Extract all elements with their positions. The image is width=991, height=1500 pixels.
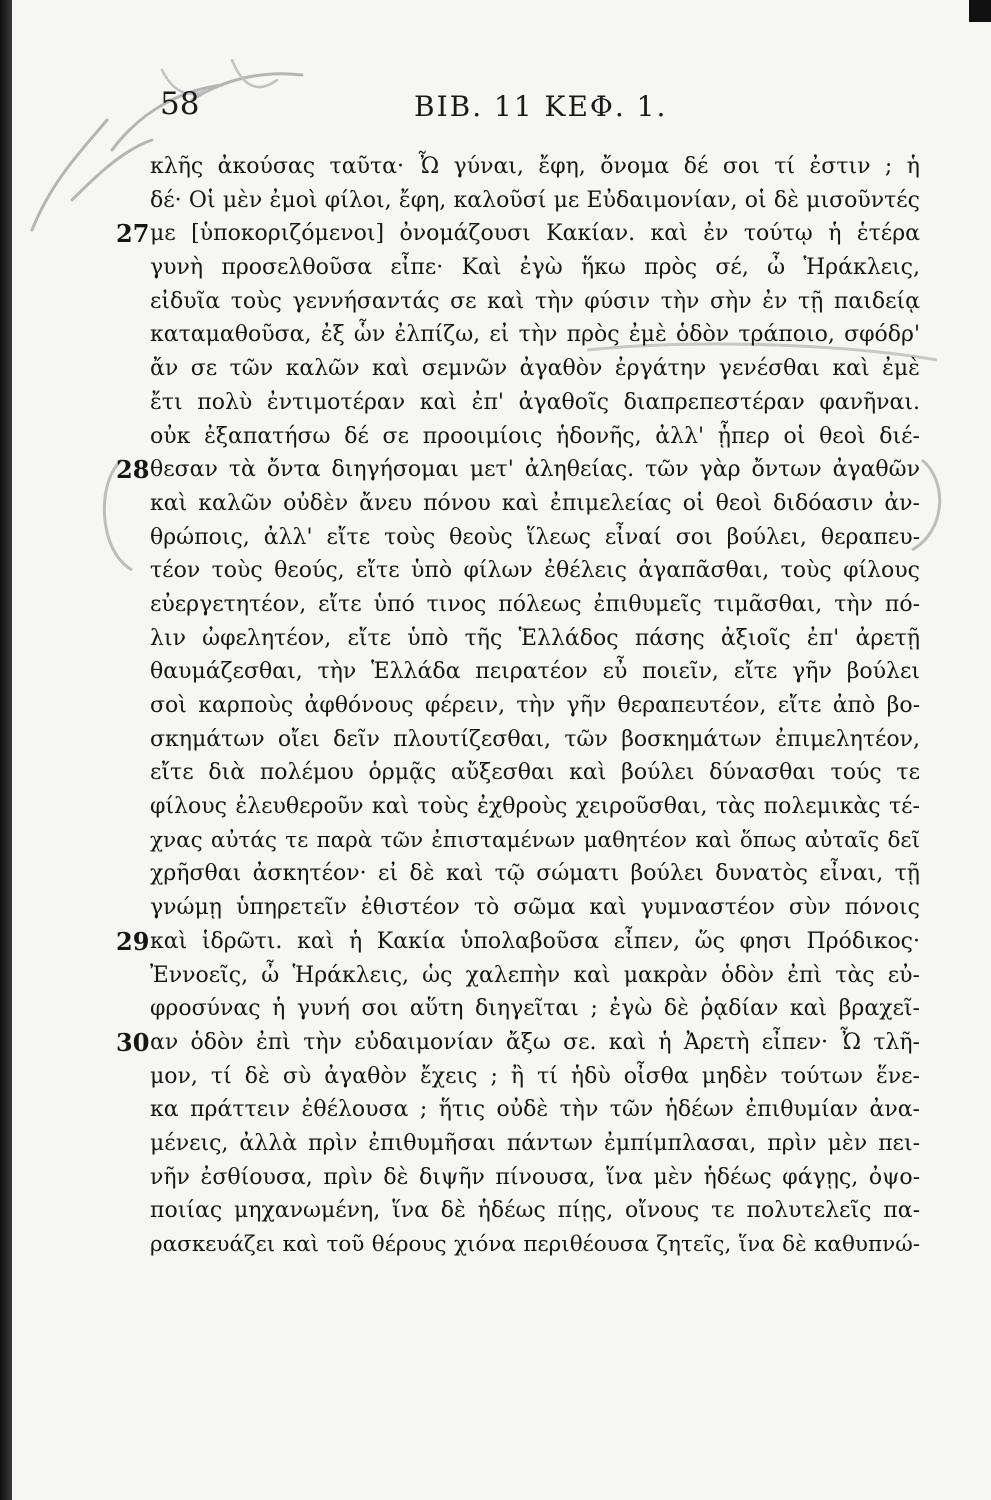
line-text: νῆν ἐσθίουσα, πρὶν δὲ διψῆν πίνουσα, ἵνα μὲν ἡδέως φάγῃς, ὀψο-: [150, 1164, 920, 1190]
line-text: χρῆσθαι ἀσκητέον· εἰ δὲ καὶ τῷ σώματι βούλει δυνατὸς εἶναι, τῇ: [150, 861, 920, 887]
text-line: [150, 1194, 920, 1228]
text-line: [116, 925, 920, 959]
line-text: καταμαθοῦσα, ἐξ ὧν ἐλπίζω, εἰ τὴν πρὸς ἐμὲ ὁδὸν τράποιο, σφόδρ': [150, 322, 920, 348]
text-line: [150, 622, 920, 656]
line-text: μένεις, ἀλλὰ πρὶν ἐπιθυμῆσαι πάντων ἐμπίμπλασαι, πρὶν μὲν πει-: [150, 1130, 920, 1156]
text-line: [150, 1161, 920, 1195]
line-text: γνώμῃ ὑπηρετεῖν ἐθιστέον τὸ σῶμα καὶ γυμναστέον σὺν πόνοις: [150, 895, 920, 921]
text-line: [150, 150, 920, 184]
line-text: κλῆς ἀκούσας ταῦτα· Ὦ γύναι, ἔφη, ὄνομα δέ σοι τί ἐστιν ; ἡ: [150, 154, 920, 179]
text-line: [150, 1060, 920, 1094]
page-header: [12, 86, 991, 126]
line-text: τέον τοὺς θεούς, εἴτε ὑπὸ φίλων ἐθέλεις ἀγαπᾶσθαι, τοὺς φίλους: [150, 558, 920, 584]
line-text: χνας αὐτάς τε παρὰ τῶν ἐπισταμένων μαθητέον καὶ ὅπως αὐταῖς δεῖ: [150, 827, 920, 853]
text-line: [150, 352, 920, 386]
text-line: [150, 756, 920, 790]
line-text: καὶ καλῶν οὐδὲν ἄνευ πόνου καὶ ἐπιμελείας οἱ θεοὶ διδόασιν ἀν-: [150, 490, 920, 516]
text-line: [150, 386, 920, 420]
line-text: κα πράττειν ἐθέλουσα ; ἥτις οὐδὲ τὴν τῶν ἡδέων ἐπιθυμίαν ἀνα-: [150, 1097, 920, 1123]
line-text: εὐεργετητέον, εἴτε ὑπό τινος πόλεως ἐπιθυμεῖς τιμᾶσθαι, τὴν πό-: [150, 591, 920, 617]
text-line: [150, 521, 920, 555]
line-text: δέ· Οἱ μὲν ἐμοὶ φίλοι, ἔφη, καλοῦσί με Εὐδαιμονίαν, οἱ δὲ μισοῦντές: [150, 187, 920, 213]
line-text: φίλους ἐλευθεροῦν καὶ τοὺς ἐχθροὺς χειροῦσθαι, τὰς πολεμικὰς τέ-: [150, 794, 920, 820]
line-text: ρασκευάζει καὶ τοῦ θέρους χιόνα περιθέουσα ζητεῖς, ἵνα δὲ καθυπνώ-: [150, 1232, 920, 1257]
line-text: Ἐννοεῖς, ὦ Ἡράκλεις, ὡς χαλεπὴν καὶ μακρὰν ὁδὸν ἐπὶ τὰς εὐ-: [150, 962, 920, 988]
line-text: φροσύνας ἡ γυνή σοι αὕτη διηγεῖται ; ἐγὼ δὲ ῥᾳδίαν καὶ βραχεῖ-: [150, 996, 920, 1022]
line-text: σοὶ καρποὺς ἀφθόνους φέρειν, τὴν γῆν θεραπευτέον, εἴτε ἀπὸ βο-: [150, 693, 920, 718]
text-line: [150, 1228, 920, 1262]
text-line: [150, 857, 920, 891]
text-line: [150, 285, 920, 319]
section-number: 28: [116, 455, 150, 485]
line-text: θαυμάζεσθαι, τὴν Ἑλλάδα πειρατέον εὖ ποιεῖν, εἴτε γῆν βούλει: [150, 659, 920, 685]
text-line: [150, 824, 920, 858]
line-text: καὶ ἱδρῶτι. καὶ ἡ Κακία ὑπολαβοῦσα εἶπεν, ὥς φησι Πρόδικος·: [150, 928, 920, 954]
line-text: ἄν σε τῶν καλῶν καὶ σεμνῶν ἀγαθὸν ἐργάτην γενέσθαι καὶ ἐμὲ: [150, 356, 920, 382]
line-text: θρώποις, ἀλλ' εἴτε τοὺς θεοὺς ἵλεως εἶναί σοι βούλει, θεραπευ-: [150, 524, 920, 550]
text-line: [150, 891, 920, 925]
line-text: σκημάτων οἴει δεῖν πλουτίζεσθαι, τῶν βοσκημάτων ἐπιμελητέον,: [150, 726, 920, 752]
book-page: [12, 0, 991, 1500]
section-number: 30: [116, 1027, 150, 1057]
text-line: [150, 184, 920, 218]
body-text: [116, 150, 920, 1262]
text-line: [116, 453, 920, 487]
line-text: ἔτι πολὺ ἐντιμοτέραν καὶ ἐπ' ἀγαθοῖς διαπρεπεστέραν φανῆναι.: [150, 389, 920, 415]
line-text: θεσαν τὰ ὄντα διηγήσομαι μετ' ἀληθείας. τῶν γὰρ ὄντων ἀγαθῶν: [150, 457, 920, 483]
text-line: [150, 318, 920, 352]
text-line: [116, 217, 920, 251]
line-text: λιν ὠφελητέον, εἴτε ὑπὸ τῆς Ἑλλάδος πάσης ἀξιοῖς ἐπ' ἀρετῇ: [150, 625, 920, 651]
scan-corner-mark: [969, 0, 991, 22]
text-line: [116, 1026, 920, 1060]
text-line: [150, 420, 920, 454]
section-number: 27: [116, 219, 150, 249]
line-text: οὐκ ἐξαπατήσω δέ σε προοιμίοις ἡδονῆς, ἀλλ' ᾗπερ οἱ θεοὶ διέ-: [150, 423, 920, 449]
text-line: [150, 689, 920, 723]
page-edge-shadow: [0, 0, 12, 1500]
text-line: [150, 655, 920, 689]
line-text: αν ὁδὸν ἐπὶ τὴν εὐδαιμονίαν ἄξω σε. καὶ ἡ Ἀρετὴ εἶπεν· Ὦ τλῆ-: [150, 1029, 920, 1055]
text-line: [150, 251, 920, 285]
text-line: [150, 554, 920, 588]
line-text: εἴτε διὰ πολέμου ὁρμᾷς αὔξεσθαι καὶ βούλει δύνασθαι τούς τε: [150, 760, 920, 786]
running-title: BIB. 11 ΚΕΦ. 1.: [414, 90, 668, 123]
text-line: [150, 959, 920, 993]
line-text: εἰδυῖα τοὺς γεννήσαντάς σε καὶ τὴν φύσιν τὴν σὴν ἐν τῇ παιδείᾳ: [150, 288, 920, 314]
text-line: [150, 992, 920, 1026]
line-text: με [ὑποκοριζόμενοι] ὀνομάζουσι Κακίαν. καὶ ἐν τούτῳ ἡ ἑτέρα: [150, 221, 920, 247]
text-line: [150, 790, 920, 824]
text-line: [150, 723, 920, 757]
text-line: [150, 1127, 920, 1161]
line-text: ποιίας μηχανωμένη, ἵνα δὲ ἡδέως πίῃς, οἴνους τε πολυτελεῖς πα-: [150, 1198, 920, 1224]
text-line: [150, 588, 920, 622]
page-number: 58: [160, 86, 200, 122]
line-text: μον, τί δὲ σὺ ἀγαθὸν ἔχεις ; ἢ τί ἡδὺ οἶσθα μηδὲν τούτων ἕνε-: [150, 1063, 920, 1089]
text-line: [150, 1093, 920, 1127]
text-line: [150, 487, 920, 521]
section-number: 29: [116, 926, 150, 956]
line-text: γυνὴ προσελθοῦσα εἶπε· Καὶ ἐγὼ ἥκω πρὸς σέ, ὦ Ἡράκλεις,: [150, 255, 920, 281]
